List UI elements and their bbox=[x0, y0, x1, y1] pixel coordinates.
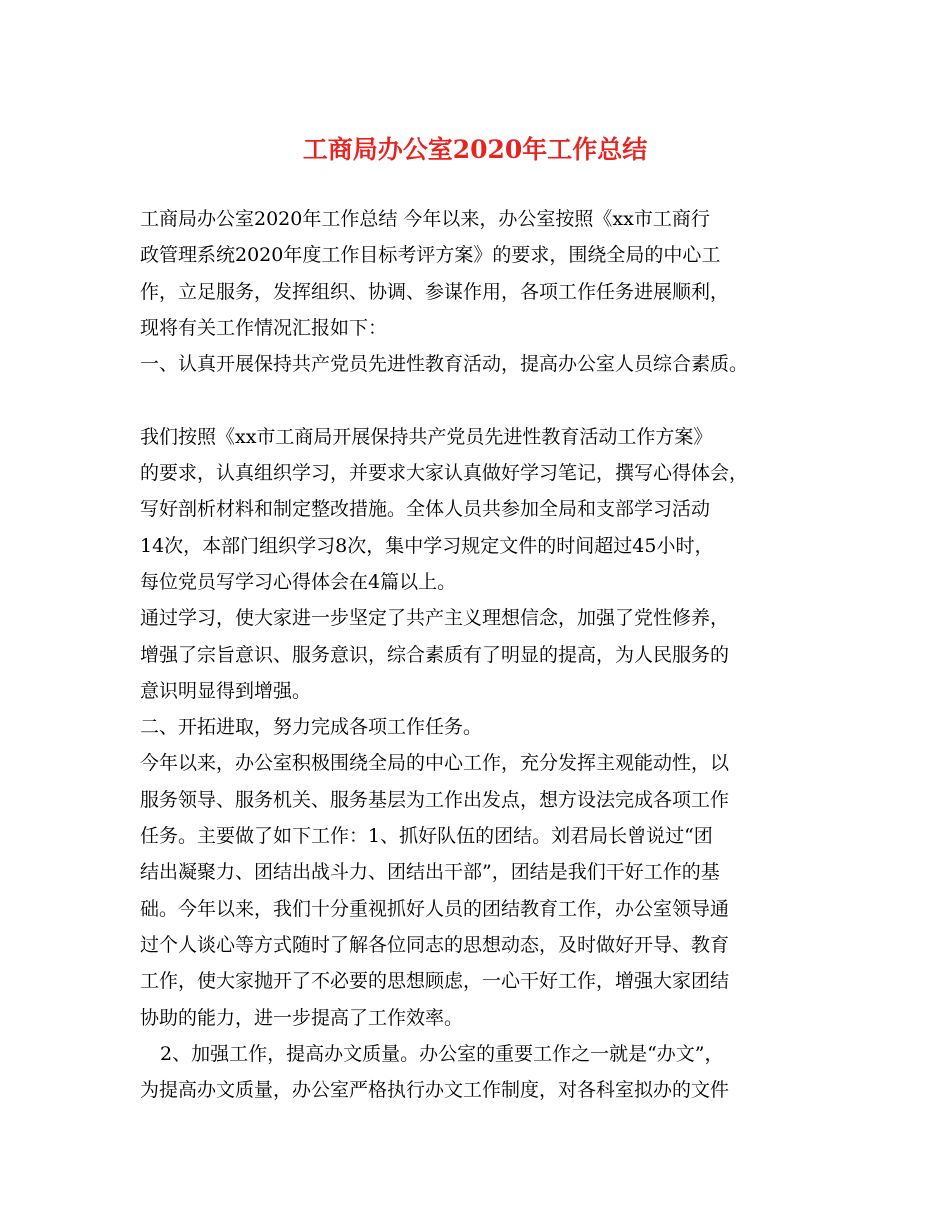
body-line: 14次，本部门组织学习8次，集中学习规定文件的时间超过45小时， bbox=[140, 534, 714, 557]
body-line: 作，立足服务，发挥组织、协调、参谋作用，各项工作任务进展顺利， bbox=[140, 280, 730, 303]
body-line: 工作，使大家抛开了不必要的思想顾虑，一心干好工作，增强大家团结 bbox=[140, 970, 730, 993]
body-line: 础。今年以来，我们十分重视抓好人员的团结教育工作，办公室领导通 bbox=[140, 897, 730, 920]
body-line: 任务。主要做了如下工作：1、抓好队伍的团结。刘君局长曾说过“团 bbox=[140, 825, 713, 848]
body-line: 2、加强工作，提高办文质量。办公室的重要工作之一就是“办文”， bbox=[160, 1042, 724, 1065]
body-line: 政管理系统2020年度工作目标考评方案》的要求，围绕全局的中心工 bbox=[140, 244, 721, 267]
body-line: 为提高办文质量，办公室严格执行办文工作制度，对各科室拟办的文件 bbox=[140, 1079, 730, 1102]
document-title: 工商局办公室2020年工作总结 bbox=[302, 135, 648, 164]
body-line: 工商局办公室2020年工作总结 今年以来，办公室按照《xx市工商行 bbox=[140, 208, 710, 230]
body-line: 过个人谈心等方式随时了解各位同志的思想动态，及时做好开导、教育 bbox=[140, 933, 730, 956]
blank-line bbox=[140, 382, 830, 418]
body-line: 的要求，认真组织学习，并要求大家认真做好学习笔记，撰写心得体会， bbox=[140, 462, 749, 485]
body-line: 服务领导、服务机关、服务基层为工作出发点，想方设法完成各项工作 bbox=[140, 788, 730, 811]
body-line: 每位党员写学习心得体会在4篇以上。 bbox=[140, 570, 457, 593]
body-line: 写好剖析材料和制定整改措施。全体人员共参加全局和支部学习活动 bbox=[140, 498, 711, 521]
body-line: 协助的能力，进一步提高了工作效率。 bbox=[140, 1006, 464, 1029]
body-line: 意识明显得到增强。 bbox=[140, 679, 312, 702]
section-heading-2: 二、开拓进取，努力完成各项工作任务。 bbox=[140, 716, 483, 739]
body-line: 通过学习，使大家进一步坚定了共产主义理想信念，加强了党性修养， bbox=[140, 607, 730, 630]
section-heading-1: 一、认真开展保持共产党员先进性教育活动，提高办公室人员综合素质。 bbox=[140, 353, 749, 376]
body-line: 结出凝聚力、团结出战斗力、团结出干部”，团结是我们干好工作的基 bbox=[140, 861, 720, 884]
body-line: 今年以来，办公室积极围绕全局的中心工作，充分发挥主观能动性，以 bbox=[140, 752, 730, 775]
body-line: 增强了宗旨意识、服务意识，综合素质有了明显的提高，为人民服务的 bbox=[140, 643, 730, 666]
body-line: 现将有关工作情况汇报如下： bbox=[140, 316, 388, 339]
document-body bbox=[140, 201, 830, 1108]
body-line: 我们按照《xx市工商局开展保持共产党员先进性教育活动工作方案》 bbox=[140, 425, 713, 448]
